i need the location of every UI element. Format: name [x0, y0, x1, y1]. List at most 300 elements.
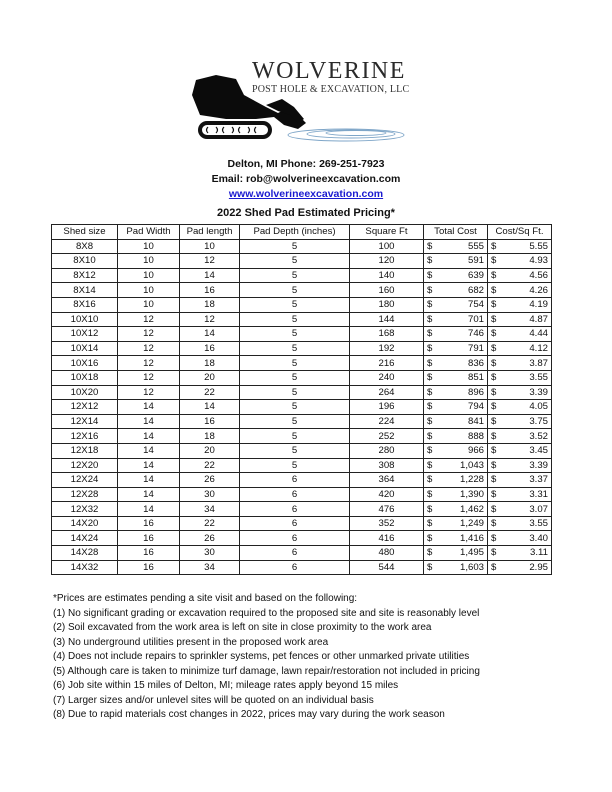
cell-cost-per-sqft: [488, 487, 552, 502]
amount: 1,390: [459, 488, 484, 500]
cell-total-cost: [424, 239, 488, 254]
amount: 3.40: [529, 532, 548, 544]
cell-pad-width: 12: [118, 327, 180, 342]
cell-pad-depth: 5: [240, 341, 350, 356]
currency-symbol: $: [427, 270, 433, 282]
footnotes: [53, 592, 480, 723]
currency-symbol: $: [427, 532, 433, 544]
cell-square-ft: 420: [350, 487, 424, 502]
amount: 851: [467, 372, 484, 384]
col-pad-depth: Pad Depth (inches): [240, 225, 350, 240]
cell-pad-length: 18: [180, 356, 240, 371]
cell-cost-per-sqft: [488, 283, 552, 298]
currency-symbol: $: [427, 474, 433, 486]
table-row: [52, 254, 552, 269]
cell-shed-size: 8X8: [52, 239, 118, 254]
cell-square-ft: 308: [350, 458, 424, 473]
cell-pad-depth: 5: [240, 414, 350, 429]
cell-square-ft: 416: [350, 531, 424, 546]
cell-pad-width: 14: [118, 458, 180, 473]
currency-symbol: $: [427, 255, 433, 267]
amount: 3.52: [529, 430, 548, 442]
amount: 3.75: [529, 416, 548, 428]
cell-cost-per-sqft: [488, 560, 552, 575]
footnote-item: (2) Soil excavated from the work area is left on site in close proximity to the work area: [53, 622, 432, 633]
amount: 591: [467, 255, 484, 267]
col-pad-length: Pad length: [180, 225, 240, 240]
cell-pad-depth: 5: [240, 327, 350, 342]
table-row: [52, 443, 552, 458]
cell-shed-size: 12X28: [52, 487, 118, 502]
cell-square-ft: 240: [350, 370, 424, 385]
amount: 888: [467, 430, 484, 442]
cell-total-cost: [424, 400, 488, 415]
cell-total-cost: [424, 458, 488, 473]
amount: 3.11: [530, 547, 548, 559]
currency-symbol: $: [427, 386, 433, 398]
currency-symbol: $: [427, 445, 433, 457]
cell-pad-width: 14: [118, 443, 180, 458]
cell-pad-length: 20: [180, 370, 240, 385]
table-row: [52, 312, 552, 327]
cell-pad-length: 14: [180, 327, 240, 342]
cell-shed-size: 14X20: [52, 516, 118, 531]
table-row: [52, 487, 552, 502]
table-row: [52, 458, 552, 473]
cell-pad-width: 16: [118, 560, 180, 575]
table-row: [52, 473, 552, 488]
cell-pad-depth: 5: [240, 443, 350, 458]
cell-cost-per-sqft: [488, 516, 552, 531]
cell-shed-size: 8X16: [52, 297, 118, 312]
cell-total-cost: [424, 502, 488, 517]
table-row: [52, 283, 552, 298]
cell-pad-depth: 6: [240, 560, 350, 575]
cell-pad-depth: 6: [240, 473, 350, 488]
cell-pad-length: 18: [180, 429, 240, 444]
cell-square-ft: 140: [350, 268, 424, 283]
cell-pad-width: 12: [118, 341, 180, 356]
cell-cost-per-sqft: [488, 502, 552, 517]
cell-total-cost: [424, 356, 488, 371]
table-row: [52, 327, 552, 342]
amount: 4.93: [529, 255, 548, 267]
amount: 3.87: [529, 357, 548, 369]
currency-symbol: $: [491, 416, 497, 428]
cell-pad-width: 10: [118, 254, 180, 269]
currency-symbol: $: [491, 299, 497, 311]
currency-symbol: $: [491, 445, 497, 457]
amount: 4.19: [529, 299, 548, 311]
cell-cost-per-sqft: [488, 254, 552, 269]
cell-square-ft: 352: [350, 516, 424, 531]
amount: 701: [467, 313, 484, 325]
cell-pad-length: 20: [180, 443, 240, 458]
col-pad-width: Pad Width: [118, 225, 180, 240]
currency-symbol: $: [427, 488, 433, 500]
table-row: [52, 414, 552, 429]
currency-symbol: $: [427, 299, 433, 311]
cell-pad-depth: 5: [240, 283, 350, 298]
cell-pad-length: 18: [180, 297, 240, 312]
cell-cost-per-sqft: [488, 429, 552, 444]
currency-symbol: $: [491, 343, 497, 355]
currency-symbol: $: [427, 547, 433, 559]
col-total-cost: Total Cost: [424, 225, 488, 240]
table-row: [52, 341, 552, 356]
cell-pad-depth: 6: [240, 502, 350, 517]
currency-symbol: $: [491, 284, 497, 296]
cell-shed-size: 12X16: [52, 429, 118, 444]
amount: 3.37: [529, 474, 548, 486]
currency-symbol: $: [491, 401, 497, 413]
cell-pad-length: 26: [180, 473, 240, 488]
currency-symbol: $: [491, 532, 497, 544]
cell-pad-width: 14: [118, 502, 180, 517]
currency-symbol: $: [491, 357, 497, 369]
cell-total-cost: [424, 385, 488, 400]
cell-pad-depth: 5: [240, 239, 350, 254]
currency-symbol: $: [427, 416, 433, 428]
currency-symbol: $: [427, 240, 433, 252]
cell-cost-per-sqft: [488, 341, 552, 356]
cell-cost-per-sqft: [488, 473, 552, 488]
table-row: [52, 560, 552, 575]
currency-symbol: $: [491, 255, 497, 267]
footnote-item: (7) Larger sizes and/or unlevel sites will be quoted on an individual basis: [53, 694, 374, 706]
cell-pad-depth: 6: [240, 531, 350, 546]
cell-square-ft: 160: [350, 283, 424, 298]
cell-pad-depth: 5: [240, 312, 350, 327]
cell-pad-length: 14: [180, 400, 240, 415]
currency-symbol: $: [427, 561, 433, 573]
cell-cost-per-sqft: [488, 385, 552, 400]
cell-pad-width: 14: [118, 429, 180, 444]
currency-symbol: $: [491, 474, 497, 486]
cell-total-cost: [424, 312, 488, 327]
cell-cost-per-sqft: [488, 531, 552, 546]
cell-square-ft: 196: [350, 400, 424, 415]
cell-pad-length: 16: [180, 283, 240, 298]
currency-symbol: $: [491, 488, 497, 500]
cell-shed-size: 12X20: [52, 458, 118, 473]
cell-square-ft: 480: [350, 546, 424, 561]
cell-cost-per-sqft: [488, 356, 552, 371]
cell-pad-depth: 5: [240, 458, 350, 473]
currency-symbol: $: [491, 518, 497, 530]
cell-shed-size: 8X12: [52, 268, 118, 283]
cell-pad-width: 10: [118, 297, 180, 312]
cell-pad-length: 22: [180, 458, 240, 473]
cell-square-ft: 216: [350, 356, 424, 371]
amount: 3.31: [529, 488, 548, 500]
amount: 4.26: [529, 284, 548, 296]
cell-shed-size: 10X10: [52, 312, 118, 327]
table-row: [52, 385, 552, 400]
amount: 1,228: [459, 474, 484, 486]
cell-square-ft: 280: [350, 443, 424, 458]
amount: 1,043: [459, 459, 484, 471]
table-row: [52, 356, 552, 371]
cell-square-ft: 224: [350, 414, 424, 429]
footnote-item: (5) Although care is taken to minimize turf damage, lawn repair/restoration not included in pricing: [53, 665, 480, 677]
currency-symbol: $: [491, 561, 497, 573]
currency-symbol: $: [427, 357, 433, 369]
currency-symbol: $: [491, 372, 497, 384]
cell-square-ft: 264: [350, 385, 424, 400]
currency-symbol: $: [427, 372, 433, 384]
currency-symbol: $: [427, 284, 433, 296]
footnote-item: (1) No significant grading or excavation required to the proposed site and site is reasonably level: [53, 607, 480, 619]
currency-symbol: $: [491, 328, 497, 340]
amount: 966: [467, 445, 484, 457]
cell-square-ft: 192: [350, 341, 424, 356]
table-row: [52, 400, 552, 415]
currency-symbol: $: [427, 328, 433, 340]
footnote-intro: *Prices are estimates pending a site visit and based on the following:: [53, 593, 358, 604]
cell-cost-per-sqft: [488, 312, 552, 327]
footnote-item: (6) Job site within 15 miles of Delton, MI; mileage rates apply beyond 15 miles: [53, 680, 399, 691]
col-cost-per-sqft: Cost/Sq Ft.: [488, 225, 552, 240]
table-header-row: [52, 225, 552, 240]
cell-total-cost: [424, 341, 488, 356]
cell-pad-width: 14: [118, 487, 180, 502]
cell-square-ft: 252: [350, 429, 424, 444]
table-row: [52, 531, 552, 546]
cell-pad-length: 12: [180, 254, 240, 269]
cell-pad-length: 10: [180, 239, 240, 254]
cell-total-cost: [424, 487, 488, 502]
website-link[interactable]: www.wolverineexcavation.com: [228, 188, 384, 200]
cell-total-cost: [424, 560, 488, 575]
amount: 4.44: [529, 328, 548, 340]
amount: 1,495: [459, 547, 484, 559]
table-row: [52, 429, 552, 444]
cell-shed-size: 14X28: [52, 546, 118, 561]
cell-shed-size: 10X18: [52, 370, 118, 385]
currency-symbol: $: [427, 459, 433, 471]
cell-shed-size: 10X12: [52, 327, 118, 342]
table-row: [52, 370, 552, 385]
footnote-item: (4) Does not include repairs to sprinkler systems, pet fences or other unmarked private utilities: [53, 651, 470, 662]
cell-pad-length: 30: [180, 546, 240, 561]
cell-square-ft: 180: [350, 297, 424, 312]
cell-cost-per-sqft: [488, 239, 552, 254]
amount: 555: [467, 240, 484, 252]
currency-symbol: $: [491, 547, 497, 559]
amount: 791: [467, 343, 484, 355]
cell-total-cost: [424, 531, 488, 546]
cell-shed-size: 10X14: [52, 341, 118, 356]
currency-symbol: $: [427, 313, 433, 325]
currency-symbol: $: [427, 503, 433, 515]
cell-pad-depth: 5: [240, 356, 350, 371]
amount: 746: [467, 328, 484, 340]
email-text: Email: rob@wolverineexcavation.com: [211, 173, 401, 185]
cell-pad-width: 10: [118, 239, 180, 254]
cell-pad-width: 10: [118, 268, 180, 283]
amount: 754: [467, 299, 484, 311]
cell-cost-per-sqft: [488, 400, 552, 415]
amount: 3.07: [529, 503, 548, 515]
amount: 3.39: [529, 386, 548, 398]
cell-pad-width: 14: [118, 400, 180, 415]
cell-square-ft: 544: [350, 560, 424, 575]
cell-total-cost: [424, 268, 488, 283]
table-row: [52, 516, 552, 531]
cell-square-ft: 476: [350, 502, 424, 517]
amount: 1,462: [459, 503, 484, 515]
amount: 682: [467, 284, 484, 296]
cell-total-cost: [424, 327, 488, 342]
cell-total-cost: [424, 516, 488, 531]
cell-total-cost: [424, 297, 488, 312]
col-square-ft: Square Ft: [350, 225, 424, 240]
cell-pad-depth: 5: [240, 254, 350, 269]
amount: 841: [467, 416, 484, 428]
currency-symbol: $: [491, 270, 497, 282]
cell-cost-per-sqft: [488, 458, 552, 473]
table-row: [52, 239, 552, 254]
cell-square-ft: 120: [350, 254, 424, 269]
cell-shed-size: 10X16: [52, 356, 118, 371]
currency-symbol: $: [491, 459, 497, 471]
amount: 639: [467, 270, 484, 282]
amount: 896: [467, 386, 484, 398]
website-line: [0, 188, 612, 200]
company-name: WOLVERINE: [252, 58, 406, 84]
cell-cost-per-sqft: [488, 370, 552, 385]
amount: 4.56: [529, 270, 548, 282]
cell-pad-length: 22: [180, 385, 240, 400]
cell-pad-width: 12: [118, 312, 180, 327]
currency-symbol: $: [427, 401, 433, 413]
cell-cost-per-sqft: [488, 546, 552, 561]
cell-pad-width: 12: [118, 385, 180, 400]
cell-total-cost: [424, 414, 488, 429]
currency-symbol: $: [427, 518, 433, 530]
cell-square-ft: 364: [350, 473, 424, 488]
currency-symbol: $: [427, 430, 433, 442]
amount: 1,603: [459, 561, 484, 573]
cell-shed-size: 12X32: [52, 502, 118, 517]
amount: 4.12: [529, 343, 548, 355]
amount: 5.55: [529, 240, 548, 252]
currency-symbol: $: [491, 386, 497, 398]
cell-pad-length: 34: [180, 502, 240, 517]
cell-pad-depth: 6: [240, 516, 350, 531]
cell-pad-depth: 5: [240, 385, 350, 400]
cell-total-cost: [424, 254, 488, 269]
cell-pad-width: 16: [118, 546, 180, 561]
footnote-item: (3) No underground utilities present in the proposed work area: [53, 636, 329, 648]
cell-pad-depth: 5: [240, 297, 350, 312]
cell-shed-size: 12X24: [52, 473, 118, 488]
amount: 3.55: [529, 372, 548, 384]
amount: 1,416: [459, 532, 484, 544]
amount: 4.05: [529, 401, 548, 413]
currency-symbol: $: [491, 240, 497, 252]
amount: 794: [467, 401, 484, 413]
cell-cost-per-sqft: [488, 268, 552, 283]
location-phone: Delton, MI Phone: 269-251-7923: [227, 158, 385, 170]
cell-shed-size: 14X24: [52, 531, 118, 546]
cell-shed-size: 12X14: [52, 414, 118, 429]
table-row: [52, 502, 552, 517]
cell-pad-length: 14: [180, 268, 240, 283]
cell-pad-depth: 5: [240, 370, 350, 385]
footnote-item: (8) Due to rapid materials cost changes in 2022, prices may vary during the work season: [53, 709, 445, 720]
cell-total-cost: [424, 429, 488, 444]
cell-total-cost: [424, 370, 488, 385]
cell-pad-length: 12: [180, 312, 240, 327]
cell-pad-length: 26: [180, 531, 240, 546]
cell-square-ft: 168: [350, 327, 424, 342]
cell-pad-depth: 6: [240, 487, 350, 502]
currency-symbol: $: [491, 503, 497, 515]
cell-pad-length: 30: [180, 487, 240, 502]
table-row: [52, 297, 552, 312]
cell-pad-depth: 6: [240, 546, 350, 561]
pricing-table: [51, 224, 552, 575]
cell-total-cost: [424, 546, 488, 561]
cell-pad-length: 22: [180, 516, 240, 531]
cell-pad-width: 16: [118, 531, 180, 546]
table-row: [52, 268, 552, 283]
cell-square-ft: 144: [350, 312, 424, 327]
cell-cost-per-sqft: [488, 297, 552, 312]
cell-total-cost: [424, 473, 488, 488]
amount: 3.45: [529, 445, 548, 457]
cell-pad-depth: 5: [240, 400, 350, 415]
cell-pad-length: 34: [180, 560, 240, 575]
col-shed-size: Shed size: [52, 225, 118, 240]
cell-cost-per-sqft: [488, 327, 552, 342]
cell-pad-depth: 5: [240, 268, 350, 283]
cell-shed-size: 12X18: [52, 443, 118, 458]
amount: 3.55: [529, 518, 548, 530]
cell-shed-size: 10X20: [52, 385, 118, 400]
cell-pad-depth: 5: [240, 429, 350, 444]
cell-pad-length: 16: [180, 341, 240, 356]
cell-pad-width: 12: [118, 356, 180, 371]
currency-symbol: $: [427, 343, 433, 355]
cell-total-cost: [424, 443, 488, 458]
amount: 1,249: [459, 518, 484, 530]
company-subtitle: POST HOLE & EXCAVATION, LLC: [252, 84, 410, 95]
cell-cost-per-sqft: [488, 414, 552, 429]
cell-cost-per-sqft: [488, 443, 552, 458]
amount: 2.95: [529, 561, 548, 573]
currency-symbol: $: [491, 313, 497, 325]
cell-pad-width: 14: [118, 414, 180, 429]
currency-symbol: $: [491, 430, 497, 442]
cell-pad-width: 10: [118, 283, 180, 298]
cell-pad-length: 16: [180, 414, 240, 429]
cell-shed-size: 8X14: [52, 283, 118, 298]
cell-total-cost: [424, 283, 488, 298]
cell-shed-size: 12X12: [52, 400, 118, 415]
cell-pad-width: 12: [118, 370, 180, 385]
amount: 3.39: [529, 459, 548, 471]
table-row: [52, 546, 552, 561]
cell-shed-size: 8X10: [52, 254, 118, 269]
cell-pad-width: 16: [118, 516, 180, 531]
cell-shed-size: 14X32: [52, 560, 118, 575]
amount: 4.87: [529, 313, 548, 325]
cell-pad-width: 14: [118, 473, 180, 488]
cell-square-ft: 100: [350, 239, 424, 254]
